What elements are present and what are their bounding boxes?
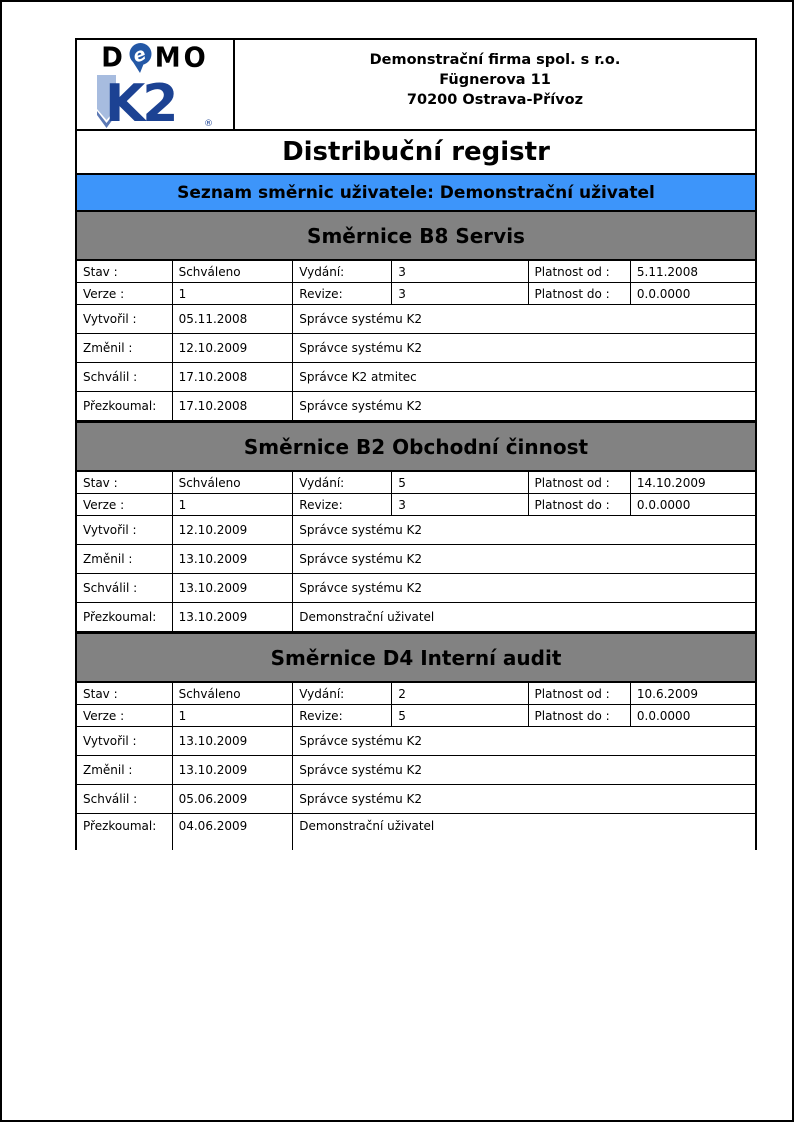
table-row <box>75 683 757 705</box>
table-row <box>75 305 757 334</box>
table-row <box>75 261 757 283</box>
table-row <box>75 363 757 392</box>
table-row <box>75 705 757 727</box>
person-name: Správce systému K2 <box>299 399 422 413</box>
demo-letters-mo: MO <box>154 41 209 74</box>
company-street: Fügnerova 11 <box>439 71 551 88</box>
table-row <box>75 814 757 850</box>
person-name: Správce systému K2 <box>299 523 422 537</box>
person-role-label: Vytvořil : <box>77 305 173 333</box>
vydani-value: 2 <box>392 683 528 704</box>
section-heading <box>75 632 757 683</box>
table-row <box>75 392 757 421</box>
platnost-do-label: Platnost do : <box>529 705 631 726</box>
revize-label: Revize: <box>293 283 392 304</box>
person-name: Demonstrační uživatel <box>299 610 435 624</box>
person-role-label: Vytvořil : <box>77 516 173 544</box>
report-content <box>75 38 757 850</box>
stav-value: Schváleno <box>173 472 294 493</box>
table-row <box>75 756 757 785</box>
platnost-od-label: Platnost od : <box>529 261 631 282</box>
person-role-label: Přezkoumal: <box>77 392 173 420</box>
platnost-od-label: Platnost od : <box>529 683 631 704</box>
vydani-value: 5 <box>392 472 528 493</box>
verze-value: 1 <box>173 494 294 515</box>
company-name: Demonstrační firma spol. s r.o. <box>369 51 621 68</box>
person-role-label: Přezkoumal: <box>77 814 173 850</box>
platnost-do-label: Platnost do : <box>529 283 631 304</box>
report-header <box>75 38 757 131</box>
person-date: 13.10.2009 <box>173 603 294 631</box>
table-row <box>75 283 757 305</box>
table-row <box>75 785 757 814</box>
stav-label: Stav : <box>77 261 173 282</box>
verze-value: 1 <box>173 283 294 304</box>
person-name: Správce systému K2 <box>299 581 422 595</box>
company-city: 70200 Ostrava-Přívoz <box>406 91 584 108</box>
table-row <box>75 334 757 363</box>
person-role-label: Schválil : <box>77 785 173 813</box>
svg-text:e: e <box>129 42 152 68</box>
section-heading-text: Směrnice B8 Servis <box>307 223 525 248</box>
report-title-bar <box>75 131 757 175</box>
section-heading-text: Směrnice D4 Interní audit <box>270 645 562 670</box>
person-role-label: Změnil : <box>77 756 173 784</box>
revize-label: Revize: <box>293 494 392 515</box>
platnost-od-label: Platnost od : <box>529 472 631 493</box>
vydani-label: Vydání: <box>293 261 392 282</box>
person-date: 05.11.2008 <box>173 305 294 333</box>
person-name: Správce systému K2 <box>299 552 422 566</box>
demo-logo-text <box>101 42 209 73</box>
vydani-label: Vydání: <box>293 472 392 493</box>
verze-value: 1 <box>173 705 294 726</box>
person-date: 13.10.2009 <box>173 727 294 755</box>
person-role-label: Přezkoumal: <box>77 603 173 631</box>
user-banner <box>75 175 757 210</box>
platnost-do-value: 0.0.0000 <box>636 286 691 301</box>
person-date: 12.10.2009 <box>173 516 294 544</box>
table-row <box>75 727 757 756</box>
person-role-label: Schválil : <box>77 363 173 391</box>
table-row <box>75 574 757 603</box>
section-heading <box>75 210 757 261</box>
person-name: Správce systému K2 <box>299 341 422 355</box>
demo-letter-d: D <box>101 41 126 74</box>
stav-value: Schváleno <box>173 683 294 704</box>
company-address <box>235 40 755 129</box>
person-name: Správce systému K2 <box>299 763 422 777</box>
svg-text:K2: K2 <box>105 74 176 129</box>
k2-logo-icon <box>96 73 214 129</box>
section-heading <box>75 421 757 472</box>
stav-label: Stav : <box>77 683 173 704</box>
platnost-do-label: Platnost do : <box>529 494 631 515</box>
table-row <box>75 603 757 632</box>
person-date: 13.10.2009 <box>173 574 294 602</box>
table-row <box>75 494 757 516</box>
table-row <box>75 516 757 545</box>
revize-value: 3 <box>392 494 528 515</box>
revize-value: 5 <box>392 705 528 726</box>
platnost-od-value: 5.11.2008 <box>636 264 698 279</box>
person-date: 13.10.2009 <box>173 545 294 573</box>
person-role-label: Schválil : <box>77 574 173 602</box>
section-heading-text: Směrnice B2 Obchodní činnost <box>243 434 589 459</box>
person-date: 12.10.2009 <box>173 334 294 362</box>
k2-demo-logo <box>77 40 235 129</box>
platnost-do-value: 0.0.0000 <box>636 497 691 512</box>
verze-label: Verze : <box>77 705 173 726</box>
person-date: 13.10.2009 <box>173 756 294 784</box>
stav-label: Stav : <box>77 472 173 493</box>
person-date: 17.10.2008 <box>173 363 294 391</box>
person-role-label: Změnil : <box>77 545 173 573</box>
report-title: Distribuční registr <box>282 137 550 167</box>
person-name: Správce systému K2 <box>299 792 422 806</box>
person-role-label: Vytvořil : <box>77 727 173 755</box>
stav-value: Schváleno <box>173 261 294 282</box>
revize-label: Revize: <box>293 705 392 726</box>
svg-text:®: ® <box>204 119 213 129</box>
table-row <box>75 545 757 574</box>
person-name: Správce K2 atmitec <box>299 370 417 384</box>
person-date: 05.06.2009 <box>173 785 294 813</box>
platnost-do-value: 0.0.0000 <box>636 708 691 723</box>
table-row <box>75 472 757 494</box>
revize-value: 3 <box>392 283 528 304</box>
platnost-od-value: 14.10.2009 <box>636 475 706 490</box>
person-date: 04.06.2009 <box>173 814 294 850</box>
platnost-od-value: 10.6.2009 <box>636 686 698 701</box>
person-role-label: Změnil : <box>77 334 173 362</box>
k2-e-badge-icon <box>127 42 154 73</box>
verze-label: Verze : <box>77 494 173 515</box>
verze-label: Verze : <box>77 283 173 304</box>
vydani-value: 3 <box>392 261 528 282</box>
person-name: Správce systému K2 <box>299 312 422 326</box>
person-name: Demonstrační uživatel <box>299 819 435 833</box>
user-banner-text: Seznam směrnic uživatele: Demonstrační uživatel <box>177 182 655 203</box>
vydani-label: Vydání: <box>293 683 392 704</box>
person-date: 17.10.2008 <box>173 392 294 420</box>
person-name: Správce systému K2 <box>299 734 422 748</box>
